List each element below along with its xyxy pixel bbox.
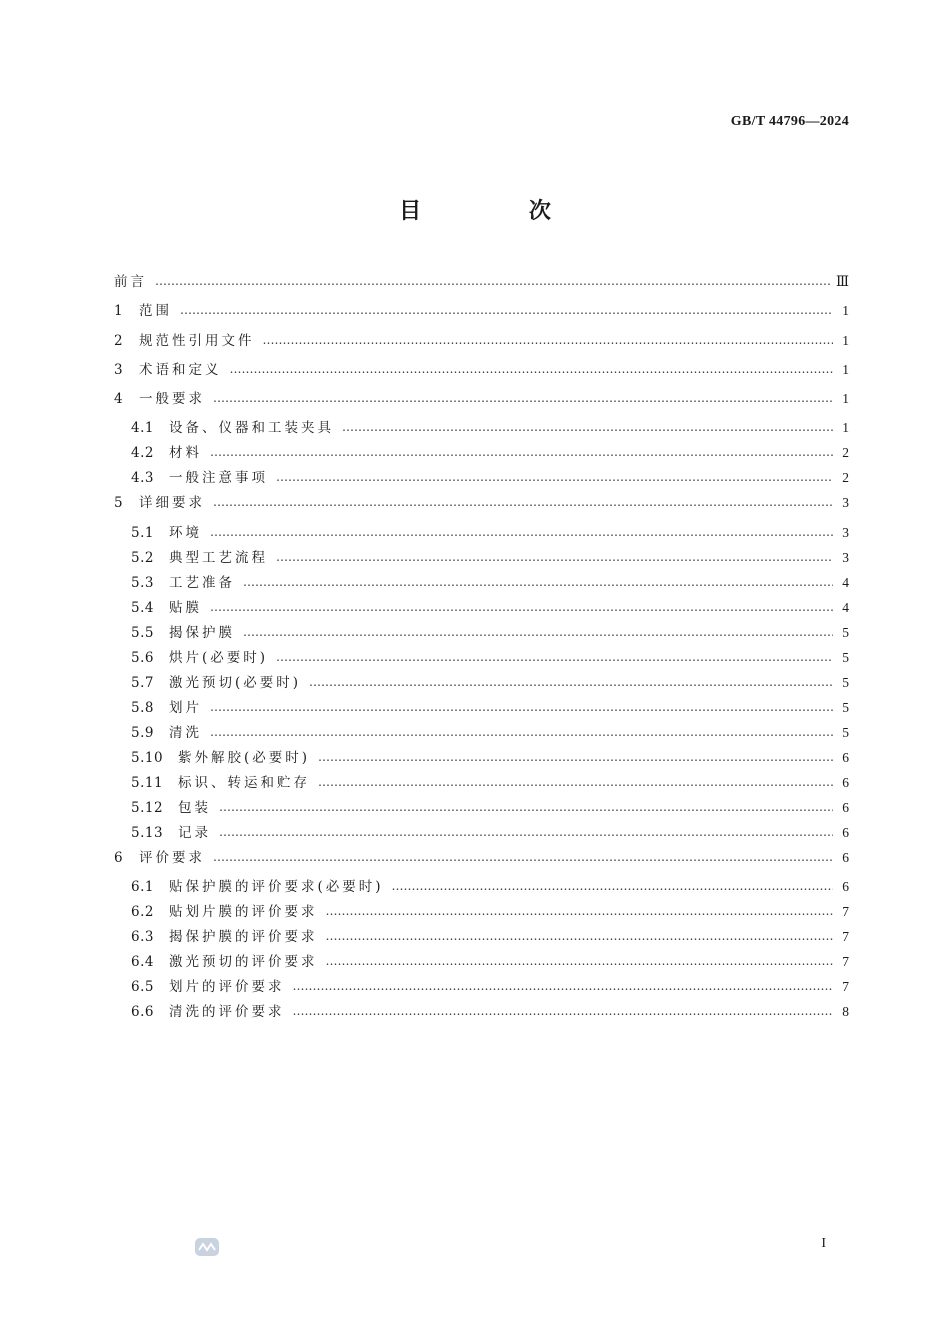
toc-entry-page: 3 [842, 524, 849, 540]
toc-entry-number: 5.13 [131, 824, 164, 841]
toc-entry-page: 7 [842, 954, 849, 970]
toc-entry-label: 包装 [178, 799, 211, 816]
toc-entry-label: 一般要求 [139, 391, 205, 408]
toc-entry-page: 7 [842, 929, 849, 945]
toc-entry[interactable] [114, 950, 849, 975]
toc-entry[interactable] [114, 521, 849, 546]
toc-entry-label: 规范性引用文件 [139, 332, 255, 349]
toc-entry[interactable] [114, 875, 849, 900]
toc-entry-number: 5.3 [131, 574, 154, 591]
toc-dot-leader [155, 273, 830, 287]
toc-entry-label: 设备、仪器和工装夹具 [169, 420, 334, 437]
toc-entry[interactable] [114, 846, 849, 875]
toc-entry-label: 划片的评价要求 [169, 979, 285, 996]
toc-dot-leader [326, 903, 834, 917]
toc-entry-page: 6 [842, 849, 849, 865]
table-of-contents [114, 270, 849, 1025]
toc-entry-number: 4.2 [131, 445, 154, 462]
toc-entry[interactable] [114, 771, 849, 796]
toc-entry-number: 5.1 [131, 524, 154, 541]
toc-dot-leader [263, 331, 834, 345]
toc-entry-page: 7 [842, 904, 849, 920]
toc-dot-leader [230, 360, 834, 374]
toc-dot-leader [243, 623, 833, 637]
toc-entry[interactable] [114, 796, 849, 821]
toc-entry-page: 5 [842, 649, 849, 665]
toc-entry-label: 贴保护膜的评价要求(必要时) [169, 879, 384, 896]
toc-entry[interactable] [114, 387, 849, 416]
toc-entry-label: 揭保护膜的评价要求 [169, 929, 318, 946]
toc-entry[interactable] [114, 329, 849, 358]
toc-entry[interactable] [114, 596, 849, 621]
toc-entry[interactable] [114, 746, 849, 771]
toc-entry-label: 详细要求 [139, 495, 205, 512]
toc-entry-page: 1 [842, 332, 849, 348]
toc-entry-page: 1 [842, 361, 849, 377]
toc-entry-number: 5 [114, 495, 124, 512]
toc-entry-page: 3 [842, 549, 849, 565]
toc-dot-leader [213, 390, 833, 404]
toc-entry[interactable] [114, 821, 849, 846]
toc-entry[interactable] [114, 416, 849, 441]
toc-entry-label: 范围 [139, 303, 172, 320]
toc-dot-leader [326, 953, 834, 967]
toc-entry-number: 5.8 [131, 699, 154, 716]
toc-dot-leader [210, 698, 833, 712]
toc-entry-page: 5 [842, 724, 849, 740]
toc-entry-page: 2 [842, 470, 849, 486]
toc-entry-label: 术语和定义 [139, 361, 222, 378]
toc-dot-leader [210, 598, 833, 612]
toc-entry-label: 贴膜 [169, 599, 202, 616]
toc-dot-leader [309, 673, 833, 687]
toc-entry-label: 清洗的评价要求 [169, 1004, 285, 1021]
toc-dot-leader [276, 548, 833, 562]
toc-entry[interactable] [114, 671, 849, 696]
toc-entry[interactable] [114, 721, 849, 746]
toc-dot-leader [210, 444, 833, 458]
toc-entry[interactable] [114, 441, 849, 466]
toc-entry[interactable] [114, 358, 849, 387]
toc-dot-leader [213, 494, 833, 508]
toc-entry-page: 5 [842, 699, 849, 715]
toc-entry-number: 5.5 [131, 624, 154, 641]
toc-entry-label: 清洗 [169, 724, 202, 741]
toc-entry-number: 1 [114, 303, 124, 320]
toc-entry-page: Ⅲ [835, 274, 849, 289]
toc-entry[interactable] [114, 299, 849, 328]
toc-entry-number: 5.7 [131, 674, 154, 691]
toc-entry-page: 6 [842, 799, 849, 815]
toc-entry-label: 烘片(必要时) [169, 649, 269, 666]
toc-entry-number: 5.11 [131, 774, 164, 791]
toc-dot-leader [318, 773, 833, 787]
toc-entry-page: 8 [842, 1004, 849, 1020]
toc-entry-label: 材料 [169, 445, 202, 462]
toc-entry-number: 5.4 [131, 599, 154, 616]
toc-dot-leader [293, 1003, 834, 1017]
toc-entry[interactable] [114, 270, 849, 299]
toc-entry[interactable] [114, 491, 849, 520]
toc-entry[interactable] [114, 975, 849, 1000]
toc-entry-number: 6.3 [131, 929, 154, 946]
toc-entry-number: 6 [114, 849, 124, 866]
toc-entry-label: 典型工艺流程 [169, 549, 268, 566]
toc-entry-page: 5 [842, 624, 849, 640]
toc-entry-number: 6.5 [131, 979, 154, 996]
toc-entry-page: 6 [842, 774, 849, 790]
toc-entry-label: 划片 [169, 699, 202, 716]
toc-dot-leader [326, 928, 834, 942]
toc-entry-number: 4 [114, 391, 124, 408]
toc-entry-label: 记录 [178, 824, 211, 841]
toc-entry-page: 6 [842, 749, 849, 765]
toc-entry-label: 揭保护膜 [169, 624, 235, 641]
toc-entry-label: 工艺准备 [169, 574, 235, 591]
toc-entry[interactable] [114, 546, 849, 571]
standard-code: GB/T 44796—2024 [730, 114, 849, 129]
toc-entry-label: 环境 [169, 524, 202, 541]
toc-entry-page: 7 [842, 979, 849, 995]
toc-dot-leader [180, 302, 833, 316]
toc-entry-number: 5.12 [131, 799, 164, 816]
toc-dot-leader [210, 723, 833, 737]
toc-entry-number: 5.9 [131, 724, 154, 741]
toc-entry-number: 2 [114, 332, 124, 349]
toc-dot-leader [219, 798, 833, 812]
toc-entry-label: 标识、转运和贮存 [178, 774, 310, 791]
toc-entry-label: 激光预切的评价要求 [169, 954, 318, 971]
toc-dot-leader [293, 978, 834, 992]
toc-entry[interactable] [114, 621, 849, 646]
toc-dot-leader [318, 748, 833, 762]
toc-entry-number: 4.1 [131, 420, 154, 437]
toc-entry-page: 6 [842, 879, 849, 895]
toc-entry[interactable] [114, 925, 849, 950]
toc-entry-page: 4 [842, 599, 849, 615]
toc-entry-number: 5.2 [131, 549, 154, 566]
toc-entry-label: 评价要求 [139, 849, 205, 866]
toc-entry-page: 1 [842, 391, 849, 407]
page-number: I [821, 1236, 826, 1251]
toc-entry-number: 4.3 [131, 470, 154, 487]
toc-entry-page: 1 [842, 420, 849, 436]
toc-dot-leader [213, 848, 833, 862]
toc-entry-page: 6 [842, 824, 849, 840]
toc-dot-leader [392, 878, 833, 892]
sac-logo-icon [194, 1236, 220, 1258]
toc-entry-label: 激光预切(必要时) [169, 674, 302, 691]
toc-entry-label: 一般注意事项 [169, 470, 268, 487]
toc-entry[interactable] [114, 466, 849, 491]
toc-entry[interactable] [114, 1000, 849, 1025]
toc-dot-leader [276, 469, 833, 483]
toc-entry[interactable] [114, 646, 849, 671]
toc-dot-leader [210, 523, 833, 537]
toc-entry-number: 5.10 [131, 749, 164, 766]
toc-entry-number: 6.6 [131, 1004, 154, 1021]
toc-entry-label: 贴划片膜的评价要求 [169, 904, 318, 921]
toc-entry-number: 3 [114, 361, 124, 378]
toc-dot-leader [243, 573, 833, 587]
toc-entry[interactable] [114, 571, 849, 596]
toc-entry-page: 5 [842, 674, 849, 690]
toc-entry-number: 6.2 [131, 904, 154, 921]
toc-entry[interactable] [114, 900, 849, 925]
toc-dot-leader [219, 823, 833, 837]
toc-entry-number: 6.1 [131, 879, 154, 896]
toc-dot-leader [276, 648, 833, 662]
toc-entry-number: 6.4 [131, 954, 154, 971]
page-title: 目 次 [399, 199, 601, 224]
toc-dot-leader [342, 419, 833, 433]
toc-entry-label: 前言 [114, 274, 147, 290]
toc-entry-page: 2 [842, 445, 849, 461]
toc-entry-number: 5.6 [131, 649, 154, 666]
toc-entry-page: 4 [842, 574, 849, 590]
toc-entry-page: 1 [842, 303, 849, 319]
toc-entry[interactable] [114, 696, 849, 721]
toc-entry-page: 3 [842, 495, 849, 511]
toc-entry-label: 紫外解胶(必要时) [178, 749, 311, 766]
